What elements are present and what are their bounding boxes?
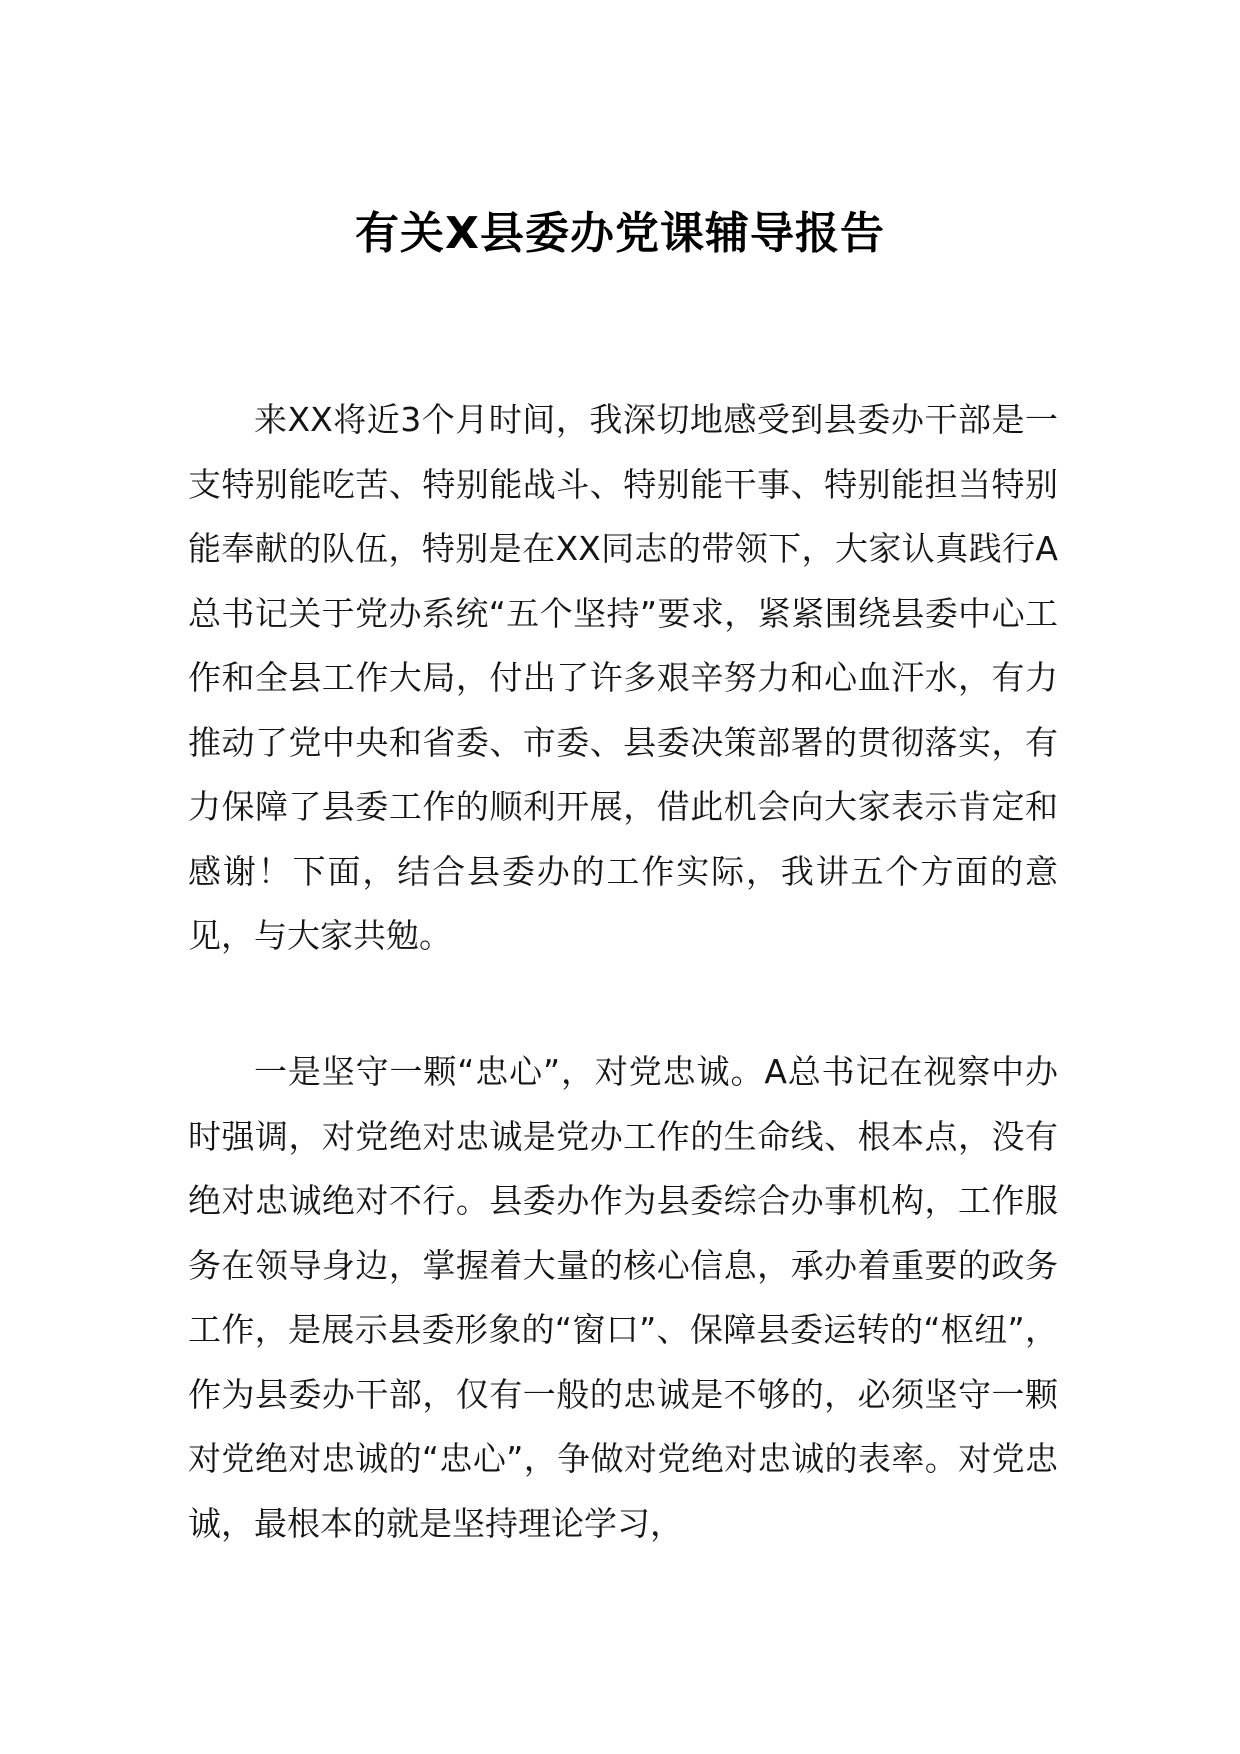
paragraph-block: [188, 388, 1058, 969]
document-title: 有关X县委办党课辅导报告: [355, 208, 885, 259]
paragraph-block: [188, 1040, 1058, 1556]
paragraph-intro: 来XX将近3个月时间，我深切地感受到县委办干部是一支特别能吃苦、特别能战斗、特别能干事、特别能担当特别能奉献的队伍，特别是在XX同志的带领下，大家认真践行A总书记关于党办系统“五个坚持”要求，紧紧围绕县委中心工作和全县工作大局，付出了许多艰辛努力和心血汗水，有力推动了党中央和省委、市委、县委决策部署的贯彻落实，有力保障了县委工作的顺利开展，借此机会向大家表示肯定和感谢！下面，结合县委办的工作实际，我讲五个方面的意见，与大家共勉。: [188, 400, 1058, 955]
paragraph-point-one: 一是坚守一颗“忠心”，对党忠诚。A总书记在视察中办时强调，对党绝对忠诚是党办工作的生命线、根本点，没有绝对忠诚绝对不行。县委办作为县委综合办事机构，工作服务在领导身边，掌握着大量的核心信息，承办着重要的政务工作，是展示县委形象的“窗口”、保障县委运转的“枢纽”，作为县委办干部，仅有一般的忠诚是不够的，必须坚守一颗对党绝对忠诚的“忠心”，争做对党绝对忠诚的表率。对党忠诚，最根本的就是坚持理论学习，: [188, 1052, 1058, 1543]
